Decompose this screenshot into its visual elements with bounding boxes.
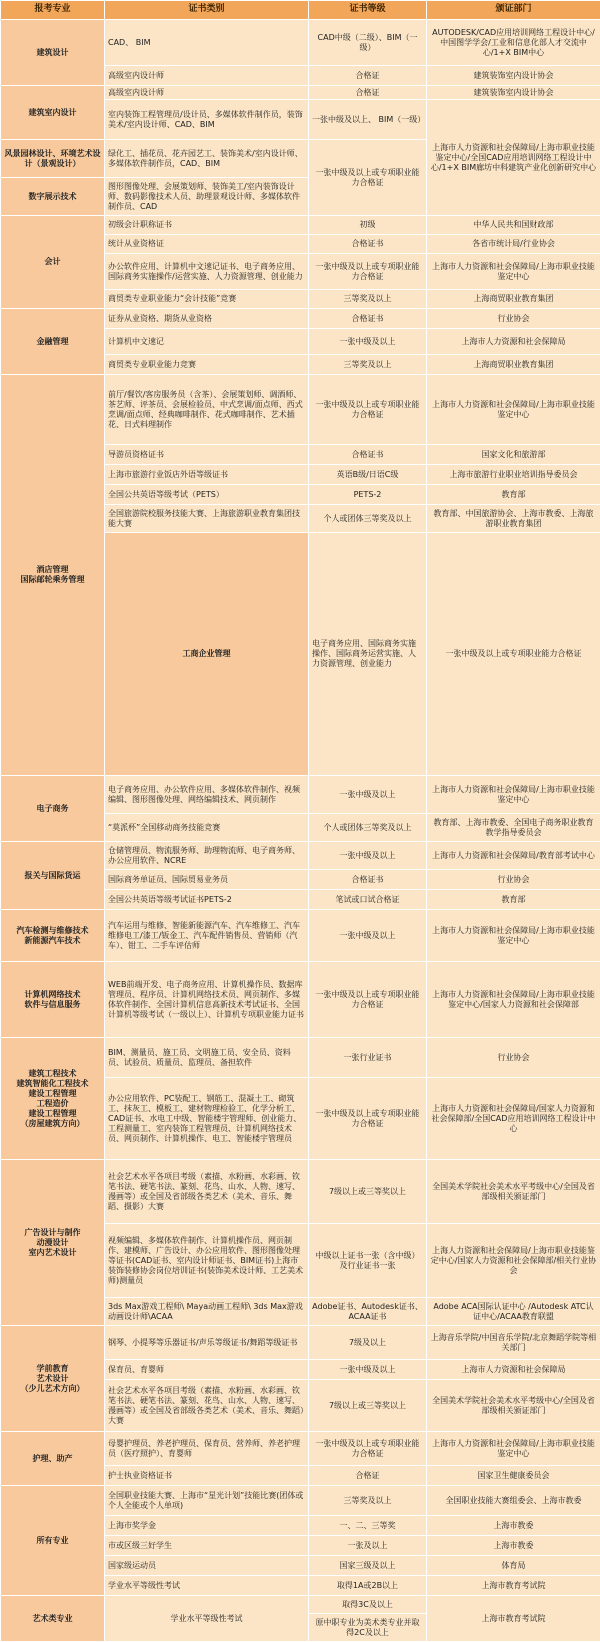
- table-row: [1, 1596, 600, 1614]
- grade-cell: 合格证书: [309, 235, 427, 254]
- grade-cell: 一张中级及以上或专项职业能力合格证: [309, 140, 427, 216]
- grade-cell: 三等奖及以上: [309, 290, 427, 309]
- dept-cell: 行业协会: [427, 309, 600, 329]
- cert-cell: “莫派杯”全国移动商务技能竞赛: [105, 814, 309, 842]
- dept-cell: 行业协会: [427, 870, 600, 890]
- cert-cell: 保育员、育婴师: [105, 1360, 309, 1380]
- table-row: [1, 962, 600, 1038]
- major-cell: 工商企业管理: [105, 533, 309, 776]
- grade-cell: 合格证: [309, 86, 427, 100]
- major-cell: 广告设计与制作 动漫设计 室内艺术设计: [1, 1160, 105, 1326]
- grade-cell: 英语B级/日语C级: [309, 465, 427, 485]
- table-row: [1, 910, 600, 962]
- major-cell: 数字展示技术: [1, 178, 105, 216]
- grade-cell: 中级以上证书一张（含中级）及行业证书一张: [309, 1224, 427, 1298]
- grade-cell: 一张中级及以上或专项职业能力合格证: [309, 1078, 427, 1160]
- dept-cell: 建筑装饰室内设计协会: [427, 66, 600, 86]
- dept-cell: 各省市统计局/行业协会: [427, 235, 600, 254]
- grade-cell: 三等奖及以上: [309, 355, 427, 375]
- dept-cell: 中华人民共和国财政部: [427, 216, 600, 235]
- dept-cell: 教育部: [427, 890, 600, 910]
- dept-cell: 上海市人力资源和社会保障局/上海市职业技能鉴定中心/国家人力资源和社会保障部: [427, 962, 600, 1038]
- cert-cell: 社会艺术水平各项目考级（素描、水粉画、水彩画、钦笔书法、硬笔书法、篆刻、花鸟、山水、人物、速写、漫画等）或全国及省部级各类艺术（美术、音乐、舞蹈）大赛: [105, 1380, 309, 1432]
- grade-cell: 三等奖及以上: [309, 1486, 427, 1516]
- grade-cell: 国家三级及以上: [309, 1556, 427, 1576]
- table-row: [1, 86, 600, 100]
- header-cert: 证书类别: [105, 1, 309, 20]
- cert-cell: 办公软件应用、计算机中文速记证书、电子商务应用、国际商务实施操作/运营实施、人力资源管理、创业能力: [105, 254, 309, 290]
- dept-cell: 上海市人力资源和社会保障局/上海市职业技能鉴定中心: [427, 776, 600, 814]
- cert-cell: 导游员资格证书: [105, 445, 309, 465]
- grade-cell: 个人或团体三等奖及以上: [309, 814, 427, 842]
- major-cell: 所有专业: [1, 1486, 105, 1596]
- major-cell: 艺术类专业: [1, 1596, 105, 1642]
- dept-cell: 全国美术学院社会美术水平考级中心/全国及省部级相关颁证部门: [427, 1380, 600, 1432]
- grade-cell: 一张中级及以上: [309, 776, 427, 814]
- grade-cell: 一张中级及以上或专项职业能力合格证: [309, 254, 427, 290]
- dept-cell: 上海音乐学院/中国音乐学院/北京舞蹈学院等相关部门: [427, 1326, 600, 1360]
- grade-cell: 合格证: [309, 1466, 427, 1486]
- dept-cell: 体育局: [427, 1556, 600, 1576]
- table-row: [1, 309, 600, 329]
- dept-cell: 上海商贸职业教育集团: [427, 355, 600, 375]
- dept-cell: 教育部、中国旅游协会、上海市教委、上海旅游职业教育集团: [427, 505, 600, 533]
- header-row: [1, 1, 600, 20]
- dept-cell: 上海市人力资源和社会保障局: [427, 1360, 600, 1380]
- cert-cell: 市或区级三好学生: [105, 1536, 309, 1556]
- grade-cell: 取得1A或2B以上: [309, 1576, 427, 1596]
- cert-cell: 证券从业资格、期货从业资格: [105, 309, 309, 329]
- cert-cell: 统计从业资格证: [105, 235, 309, 254]
- cert-cell: 全国公共英语等级考试证书PETS-2: [105, 890, 309, 910]
- header-grade: 证书等级: [309, 1, 427, 20]
- cert-cell: 护士执业资格证书: [105, 1466, 309, 1486]
- cert-cell: 办公应用软件、PC装配工、钢筋工、混凝土工、砌筑工、抹灰工、模板工、建材物理检验工、化学分析工、CAD证书、水电工中级、智能楼宇管理师、创业能力、工程测量工、室内装饰工程管理员、计算机网络技术员、网页制作、计算机操作、电工、智能楼宇管理员: [105, 1078, 309, 1160]
- major-cell: 金融管理: [1, 309, 105, 375]
- grade-cell: 一、二、三等奖: [309, 1516, 427, 1536]
- table-row: [1, 1432, 600, 1466]
- dept-cell: 教育部: [427, 485, 600, 505]
- cert-cell: BIM、测量员、施工员、文明施工员、安全员、资料员、试验员、质量员、监理员、备担软件: [105, 1038, 309, 1078]
- cert-cell: 绿化工、插花员、花卉园艺工、装饰美术/室内设计师、多媒体软件制作员，CAD、BIM: [105, 140, 309, 178]
- cert-cell: 计算机中文速记: [105, 329, 309, 355]
- grade-cell: 7级以上或三等奖以上: [309, 1160, 427, 1224]
- grade-cell: 初级: [309, 216, 427, 235]
- table-row: [1, 776, 600, 814]
- dept-cell: 上海市教委: [427, 1536, 600, 1556]
- table-row: [1, 842, 600, 870]
- grade-cell: 合格证书: [309, 309, 427, 329]
- grade-cell: 个人或团体三等奖及以上: [309, 505, 427, 533]
- dept-cell: 上海市人力资源和社会保障局/上海市职业技能鉴定中心/全国CAD应用培训网络工程设计中心/1+X BIM廊坊中科建筑产业化创新研究中心: [427, 100, 600, 216]
- dept-cell: 全国美术学院社会美术水平考级中心/全国及省部级相关颁证部门: [427, 1160, 600, 1224]
- major-cell: 会计: [1, 216, 105, 309]
- cert-cell: 高级室内设计师: [105, 86, 309, 100]
- cert-cell: 室内装饰工程管理员/设计员、多媒体软件制作员，装饰美术/室内设计师、CAD、BIM: [105, 100, 309, 140]
- grade-cell: 一张中级及以上或专项职业能力合格证: [427, 533, 600, 776]
- grade-cell: 合格证书: [309, 445, 427, 465]
- major-cell: 报关与国际货运: [1, 842, 105, 910]
- grade-cell: 7级及以上: [309, 1326, 427, 1360]
- cert-cell: 全国职业技能大赛、上海市“星光计划”技能比赛(团体或个人全能或个人单项): [105, 1486, 309, 1516]
- cert-cell: 上海市奖学金: [105, 1516, 309, 1536]
- cert-cell: 全国公共英语等级考试（PETS）: [105, 485, 309, 505]
- dept-cell: 上海市教委: [427, 1516, 600, 1536]
- dept-cell: 国家文化和旅游部: [427, 445, 600, 465]
- table-row: [1, 20, 600, 66]
- grade-cell: CAD中级（二级）、BIM（一级）: [309, 20, 427, 66]
- cert-cell: 电子商务应用、国际商务实施操作、国际商务运营实施、人力资源管理、创业能力: [309, 533, 427, 776]
- major-cell: 建筑工程技术 建筑智能化工程技术 建设工程管理 工程造价 建设工程管理 （房屋建筑方向）: [1, 1038, 105, 1160]
- dept-cell: 上海市教育考试院: [427, 1596, 600, 1642]
- cert-cell: 汽车运用与维修、智能新能源汽车、汽车维修工、汽车维修电工/漆工/钣金工、汽车配件销售员、营销师（汽车）、钳工、二手车评估师: [105, 910, 309, 962]
- dept-cell: 建筑装饰室内设计协会: [427, 86, 600, 100]
- cert-cell: 钢琴、小提琴等乐器证书/声乐等级证书/舞蹈等级证书: [105, 1326, 309, 1360]
- table-row: [1, 375, 600, 445]
- grade-cell: 一张中级及以上或专项职业能力合格证: [309, 1432, 427, 1466]
- cert-cell: 全国旅游院校服务技能大赛、上海旅游职业教育集团技能大赛: [105, 505, 309, 533]
- cert-cell: WEB前端开发、电子商务应用、计算机操作员、数据库管理员、程序员、计算机网络技术员、网页制作、多媒体软件制作、全国计算机信息高新技术考试证书、全国计算机等级考试（一级以上）、计算机专项职业能力证书: [105, 962, 309, 1038]
- grade-cell: 一张中级及以上或专项职业能力合格证: [309, 962, 427, 1038]
- grade-cell: 合格证书: [309, 870, 427, 890]
- grade-cell: 一张中级及以上: [309, 1360, 427, 1380]
- dept-cell: 上海市人力资源和社会保障局/教育部考试中心: [427, 842, 600, 870]
- major-cell: 风景园林设计、环境艺术设计（景观设计）: [1, 140, 105, 178]
- grade-cell: 一张中级及以上: [309, 842, 427, 870]
- grade-cell: 一张中级及以上: [309, 329, 427, 355]
- major-cell: 护理、助产: [1, 1432, 105, 1486]
- table-row: [1, 1160, 600, 1224]
- dept-cell: 上海市人力资源和社会保障局: [427, 329, 600, 355]
- grade-cell: 笔试或口试合格证: [309, 890, 427, 910]
- cert-cell: 母婴护理员、养老护理员、保育员、营养师、养老护理员（医疗照护）、育婴师: [105, 1432, 309, 1466]
- cert-cell: 国家级运动员: [105, 1556, 309, 1576]
- grade-cell: 取得3C及以上: [309, 1596, 427, 1614]
- dept-cell: 上海商贸职业教育集团: [427, 290, 600, 309]
- dept-cell: 国家卫生健康委员会: [427, 1466, 600, 1486]
- dept-cell: 上海市教育考试院: [427, 1576, 600, 1596]
- grade-cell: 一张中级及以上、 BIM（一级）: [309, 100, 427, 140]
- dept-cell: Adobe ACA国际认证中心 /Autodesk ATC认证中心/ACAA教育联盟: [427, 1298, 600, 1326]
- cert-cell: 电子商务应用、办公软件应用、多媒体软件制作、视频编辑、图形图像处理、网络编辑技术、网页制作: [105, 776, 309, 814]
- table-row: [1, 1486, 600, 1516]
- cert-cell: 高级室内设计师: [105, 66, 309, 86]
- grade-cell: 原中职专业为美术类专业并取得2C及以上: [309, 1614, 427, 1642]
- cert-cell: 商贸类专业职业能力竞赛: [105, 355, 309, 375]
- dept-cell: 上海市人力资源和社会保障局/上海市职业技能鉴定中心: [427, 1432, 600, 1466]
- grade-cell: 7级以上或三等奖以上: [309, 1380, 427, 1432]
- dept-cell: 上海市人力资源和社会保障局/上海市职业技能鉴定中心: [427, 910, 600, 962]
- cert-cell: CAD、 BIM: [105, 20, 309, 66]
- cert-cell: 国际商务单证员、国际贸易业务员: [105, 870, 309, 890]
- grade-cell: 一张中级及以上: [309, 910, 427, 962]
- dept-cell: 上海市人力资源和社会保障局/上海市职业技能鉴定中心: [427, 254, 600, 290]
- cert-cell: 社会艺术水平各项目考级（素描、水粉画、水彩画、钦笔书法、硬笔书法、篆刻、花鸟、山水、人物、速写、漫画等）或全国及省部级各类艺术（美术、音乐、舞蹈、摄影）大赛: [105, 1160, 309, 1224]
- cert-cell: 上海市旅游行业饭店外语等级证书: [105, 465, 309, 485]
- dept-cell: 行业协会: [427, 1038, 600, 1078]
- header-dept: 颁证部门: [427, 1, 600, 20]
- major-cell: 酒店管理 国际邮轮乘务管理: [1, 375, 105, 776]
- dept-cell: AUTODESK/CAD应用培训网络工程设计中心/中国图学学会/工业和信息化部人才交流中心/1+X BIM中心: [427, 20, 600, 66]
- table-row: [1, 1326, 600, 1360]
- dept-cell: 上海人力资源和社会保障局/上海市职业技能鉴定中心/国家人力资源和社会保障部/相关行业协会: [427, 1224, 600, 1298]
- table-row: [1, 1038, 600, 1078]
- grade-cell: 一张及以上: [309, 1536, 427, 1556]
- grade-cell: Adobe证书、Autodesk证书、ACAA证书: [309, 1298, 427, 1326]
- grade-cell: 一张行业证书: [309, 1038, 427, 1078]
- dept-cell: 全国职业技能大赛组委会、上海市教委: [427, 1486, 600, 1516]
- grade-cell: 合格证: [309, 66, 427, 86]
- dept-cell: 上海市人力资源和社会保障局/上海市职业技能鉴定中心: [427, 375, 600, 445]
- cert-cell: 前厅/餐饮/客房服务员（含茶）、会展策划师、调酒师、茶艺师、评茶员、会展检验员、中式烹调/面点师、西式烹调/面点师、经典咖啡制作、花式咖啡制作、艺术插花、日式料理制作: [105, 375, 309, 445]
- major-cell: 建筑室内设计: [1, 86, 105, 140]
- major-cell: 学前教育 艺术设计 （少儿艺术方向）: [1, 1326, 105, 1432]
- header-major: 报考专业: [1, 1, 105, 20]
- cert-cell: 3ds Max游戏工程师\ Maya动画工程师\ 3ds Max游戏动画设计师\ACAA: [105, 1298, 309, 1326]
- dept-cell: 教育部、上海市教委、全国电子商务职业教育教学指导委员会: [427, 814, 600, 842]
- grade-cell: 一张中级及以上或专项职业能力合格证: [309, 375, 427, 445]
- dept-cell: 上海市人力资源和社会保障局/国家人力资源和社会保障部/全国CAD应用培训网络工程设计中心: [427, 1078, 600, 1160]
- major-cell: 建筑设计: [1, 20, 105, 86]
- cert-cell: 初级会计职称证书: [105, 216, 309, 235]
- grade-cell: PETS-2: [309, 485, 427, 505]
- major-cell: 计算机网络技术 软件与信息服务: [1, 962, 105, 1038]
- cert-cell: 学业水平等级性考试: [105, 1576, 309, 1596]
- table-row: [1, 216, 600, 235]
- cert-cell: 学业水平等级性考试: [105, 1596, 309, 1642]
- dept-cell: 上海市旅游行业职业培训指导委员会: [427, 465, 600, 485]
- major-cell: 汽车检测与维修技术 新能源汽车技术: [1, 910, 105, 962]
- major-cell: 电子商务: [1, 776, 105, 842]
- cert-cell: 图形图像处理、会展策划师、装饰美工/室内装饰设计师、数码影像技术人员、助理景观设计师、多媒体软件制作员、CAD: [105, 178, 309, 216]
- cert-cell: 商贸类专业职业能力“会计技能”竞赛: [105, 290, 309, 309]
- cert-cell: 视频编辑、多媒体软件制作、计算机操作员、网页制作、建模师、广告设计、办公应用软件、图形图像处理等证书(CAD证书、室内设计师证书、BIM证书)上海市装饰装修协会岗位培训证书(装饰美术设计师、工艺美术师)测量员: [105, 1224, 309, 1298]
- cert-cell: 仓储管理员、物流服务师、助理物流师、电子商务师、办公应用软件、NCRE: [105, 842, 309, 870]
